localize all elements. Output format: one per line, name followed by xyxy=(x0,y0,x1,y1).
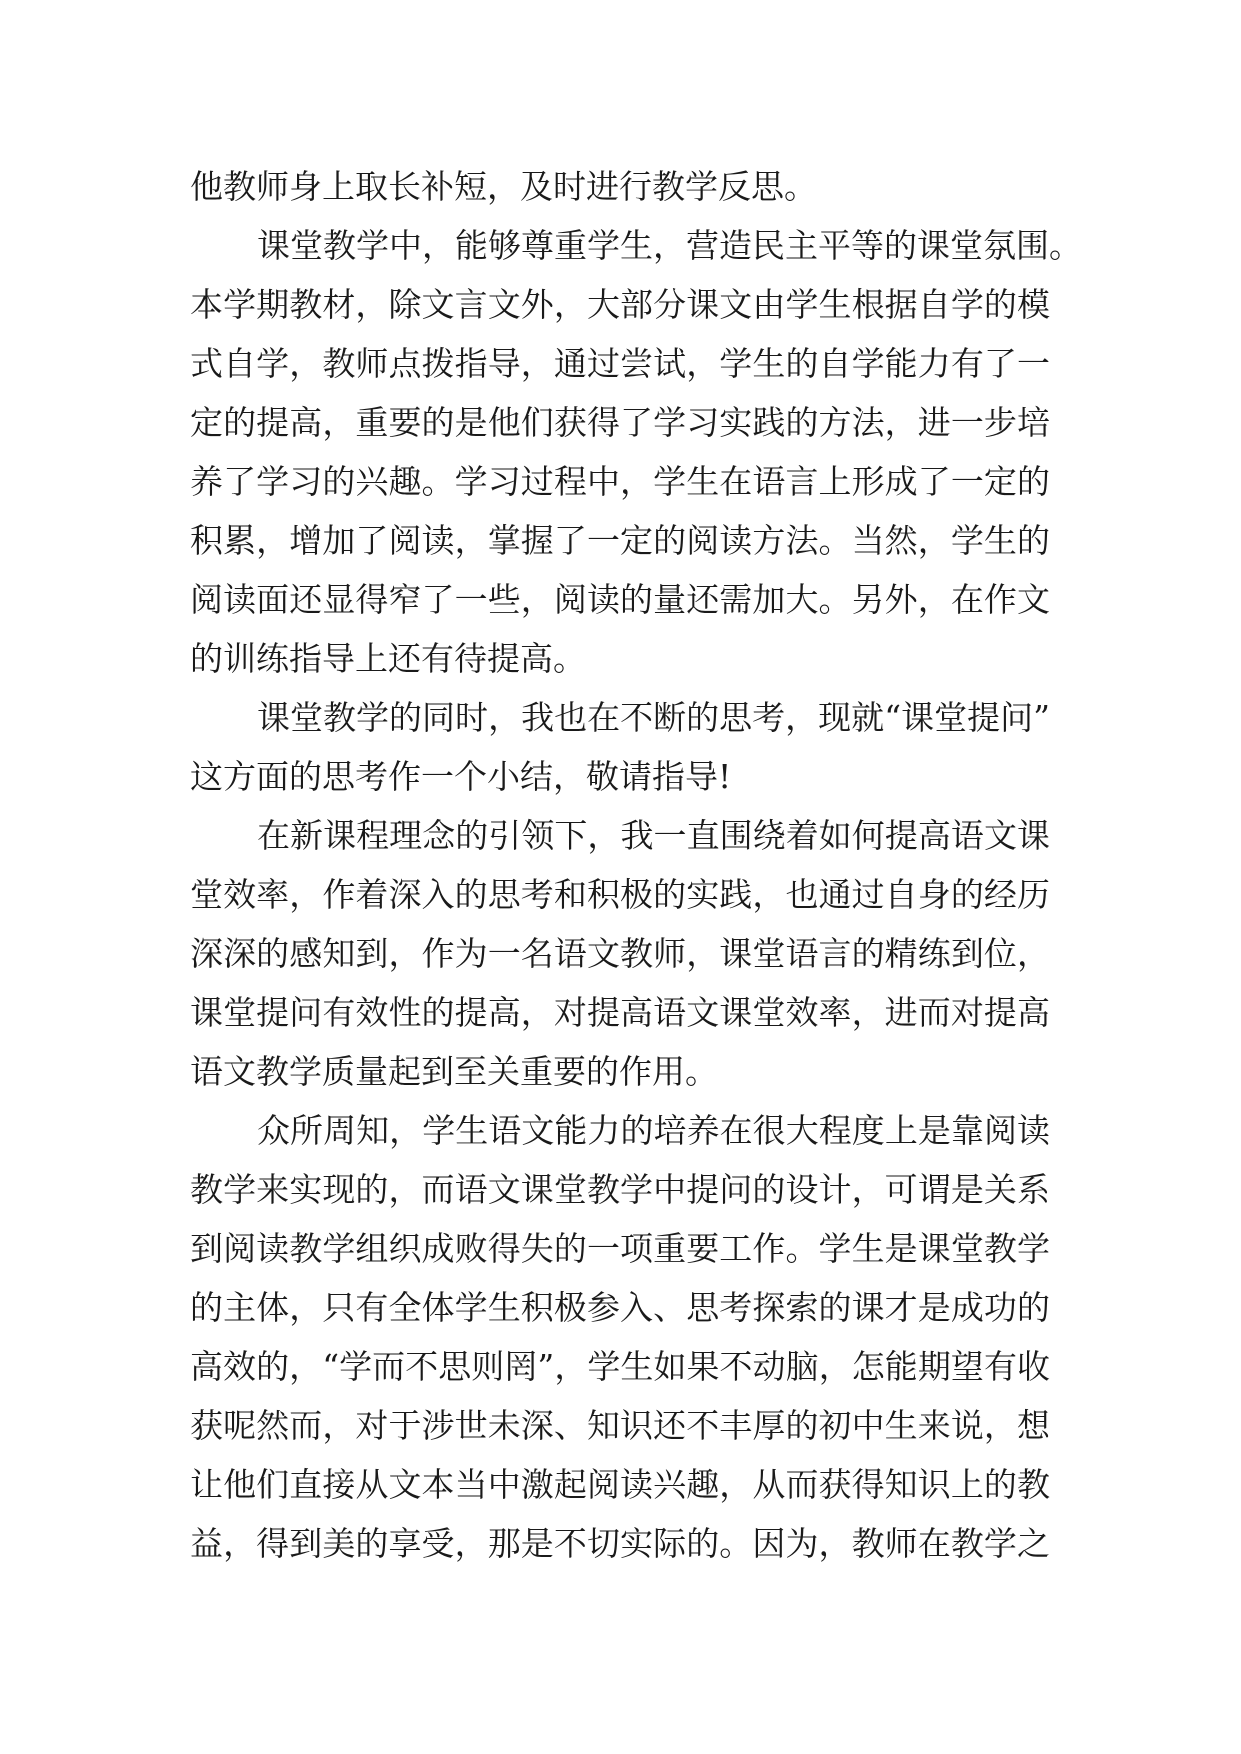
body-text xyxy=(190,157,1082,1573)
text-line: 高效的，“学而不思则罔”，学生如果不动脑，怎能期望有收 xyxy=(190,1347,1050,1386)
text-line: 让他们直接从文本当中激起阅读兴趣，从而获得知识上的教 xyxy=(190,1465,1050,1504)
text-line: 益，得到美的享受，那是不切实际的。因为，教师在教学之 xyxy=(190,1524,1050,1563)
paragraph-first-line: 课堂教学中，能够尊重学生，营造民主平等的课堂氛围。 xyxy=(257,226,1082,265)
text-line: 获呢然而，对于涉世未深、知识还不丰厚的初中生来说，想 xyxy=(190,1406,1050,1445)
text-line: 定的提高，重要的是他们获得了学习实践的方法，进一步培 xyxy=(190,403,1050,442)
text-line: 的主体，只有全体学生积极参入、思考探索的课才是成功的 xyxy=(190,1288,1050,1327)
text-line: 式自学，教师点拨指导，通过尝试，学生的自学能力有了一 xyxy=(190,344,1050,383)
text-line: 语文教学质量起到至关重要的作用。 xyxy=(190,1052,718,1091)
text-line: 教学来实现的，而语文课堂教学中提问的设计，可谓是关系 xyxy=(190,1170,1050,1209)
text-line: 课堂提问有效性的提高，对提高语文课堂效率，进而对提高 xyxy=(190,993,1050,1032)
paragraph-first-line: 课堂教学的同时，我也在不断的思考，现就“课堂提问” xyxy=(257,698,1050,737)
text-line: 积累，增加了阅读，掌握了一定的阅读方法。当然，学生的 xyxy=(190,521,1050,560)
text-line: 本学期教材，除文言文外，大部分课文由学生根据自学的模 xyxy=(190,285,1050,324)
text-line: 养了学习的兴趣。学习过程中，学生在语言上形成了一定的 xyxy=(190,462,1050,501)
paragraph-first-line: 在新课程理念的引领下，我一直围绕着如何提高语文课 xyxy=(257,816,1050,855)
text-line: 阅读面还显得窄了一些，阅读的量还需加大。另外，在作文 xyxy=(190,580,1050,619)
text-line: 深深的感知到，作为一名语文教师，课堂语言的精练到位， xyxy=(190,934,1050,973)
text-line: 堂效率，作着深入的思考和积极的实践，也通过自身的经历 xyxy=(190,875,1050,914)
paragraph-first-line: 众所周知，学生语文能力的培养在很大程度上是靠阅读 xyxy=(257,1111,1050,1150)
text-line: 的训练指导上还有待提高。 xyxy=(190,639,586,678)
text-line: 他教师身上取长补短，及时进行教学反思。 xyxy=(190,167,817,206)
text-line: 这方面的思考作一个小结，敬请指导! xyxy=(190,757,732,796)
text-line: 到阅读教学组织成败得失的一项重要工作。学生是课堂教学 xyxy=(190,1229,1050,1268)
